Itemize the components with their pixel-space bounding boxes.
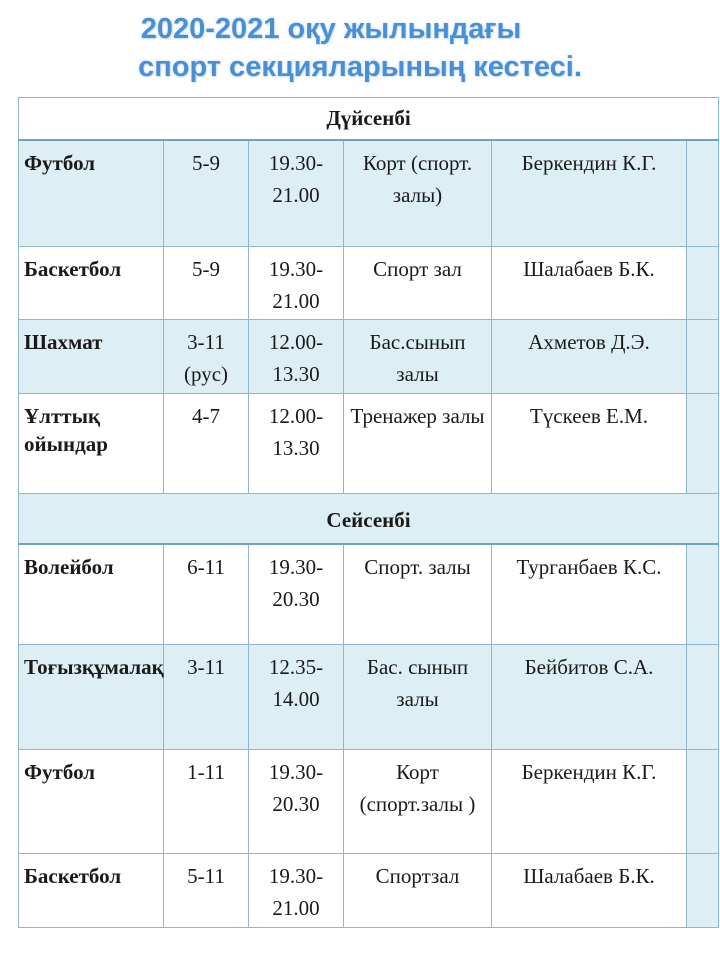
page-title bbox=[0, 10, 720, 86]
empty-cell bbox=[687, 854, 719, 928]
empty-cell bbox=[687, 320, 719, 394]
coach-cell: Шалабаев Б.К. bbox=[492, 247, 687, 320]
empty-cell bbox=[687, 247, 719, 320]
time-cell: 19.30-20.30 bbox=[249, 750, 344, 854]
coach-cell: Беркендин К.Г. bbox=[492, 750, 687, 854]
place-cell: Бас.сынып залы bbox=[344, 320, 492, 394]
table-row bbox=[19, 320, 719, 394]
table-row bbox=[19, 140, 719, 247]
grades-cell: 3-11 (рус) bbox=[164, 320, 249, 394]
coach-cell: Шалабаев Б.К. bbox=[492, 854, 687, 928]
table-row bbox=[19, 645, 719, 750]
grades-cell: 3-11 bbox=[164, 645, 249, 750]
coach-cell: Ахметов Д.Э. bbox=[492, 320, 687, 394]
place-cell: Тренажер залы bbox=[344, 394, 492, 494]
coach-cell: Бейбитов С.А. bbox=[492, 645, 687, 750]
time-cell: 19.30-21.00 bbox=[249, 854, 344, 928]
time-cell: 19.30-20.30 bbox=[249, 544, 344, 645]
empty-cell bbox=[687, 140, 719, 247]
empty-cell bbox=[687, 544, 719, 645]
sport-name: Тоғызқұмалақ bbox=[19, 645, 164, 750]
time-cell: 12.00-13.30 bbox=[249, 394, 344, 494]
empty-cell bbox=[687, 394, 719, 494]
sport-name: Ұлттық ойындар bbox=[19, 394, 164, 494]
grades-cell: 5-9 bbox=[164, 140, 249, 247]
day-header-row bbox=[19, 98, 719, 140]
grades-cell: 1-11 bbox=[164, 750, 249, 854]
empty-cell bbox=[687, 645, 719, 750]
place-cell: Корт (спорт. залы) bbox=[344, 140, 492, 247]
day-header: Сейсенбі bbox=[19, 494, 719, 544]
table-row bbox=[19, 750, 719, 854]
place-cell: Спорт зал bbox=[344, 247, 492, 320]
schedule-table bbox=[18, 97, 719, 928]
coach-cell: Түскеев Е.М. bbox=[492, 394, 687, 494]
time-cell: 12.00-13.30 bbox=[249, 320, 344, 394]
time-cell: 19.30-21.00 bbox=[249, 247, 344, 320]
place-cell: Спорт. залы bbox=[344, 544, 492, 645]
coach-cell: Беркендин К.Г. bbox=[492, 140, 687, 247]
sport-name: Баскетбол bbox=[19, 854, 164, 928]
title-line-1: 2020-2021 оқу жылындағы bbox=[140, 13, 522, 45]
sport-name: Шахмат bbox=[19, 320, 164, 394]
sport-name: Футбол bbox=[19, 140, 164, 247]
time-cell: 12.35-14.00 bbox=[249, 645, 344, 750]
grades-cell: 5-11 bbox=[164, 854, 249, 928]
place-cell: Корт (спорт.залы ) bbox=[344, 750, 492, 854]
grades-cell: 5-9 bbox=[164, 247, 249, 320]
grades-cell: 4-7 bbox=[164, 394, 249, 494]
title-line-2: спорт секцияларының кестесі. bbox=[138, 51, 582, 83]
coach-cell: Турганбаев К.С. bbox=[492, 544, 687, 645]
place-cell: Спортзал bbox=[344, 854, 492, 928]
table-row bbox=[19, 854, 719, 928]
sport-name: Футбол bbox=[19, 750, 164, 854]
time-cell: 19.30-21.00 bbox=[249, 140, 344, 247]
table-row bbox=[19, 247, 719, 320]
grades-cell: 6-11 bbox=[164, 544, 249, 645]
place-cell: Бас. сынып залы bbox=[344, 645, 492, 750]
table-row bbox=[19, 394, 719, 494]
table-row bbox=[19, 544, 719, 645]
day-header-row bbox=[19, 494, 719, 544]
sport-name: Волейбол bbox=[19, 544, 164, 645]
sport-name: Баскетбол bbox=[19, 247, 164, 320]
empty-cell bbox=[687, 750, 719, 854]
day-header: Дүйсенбі bbox=[19, 98, 719, 140]
